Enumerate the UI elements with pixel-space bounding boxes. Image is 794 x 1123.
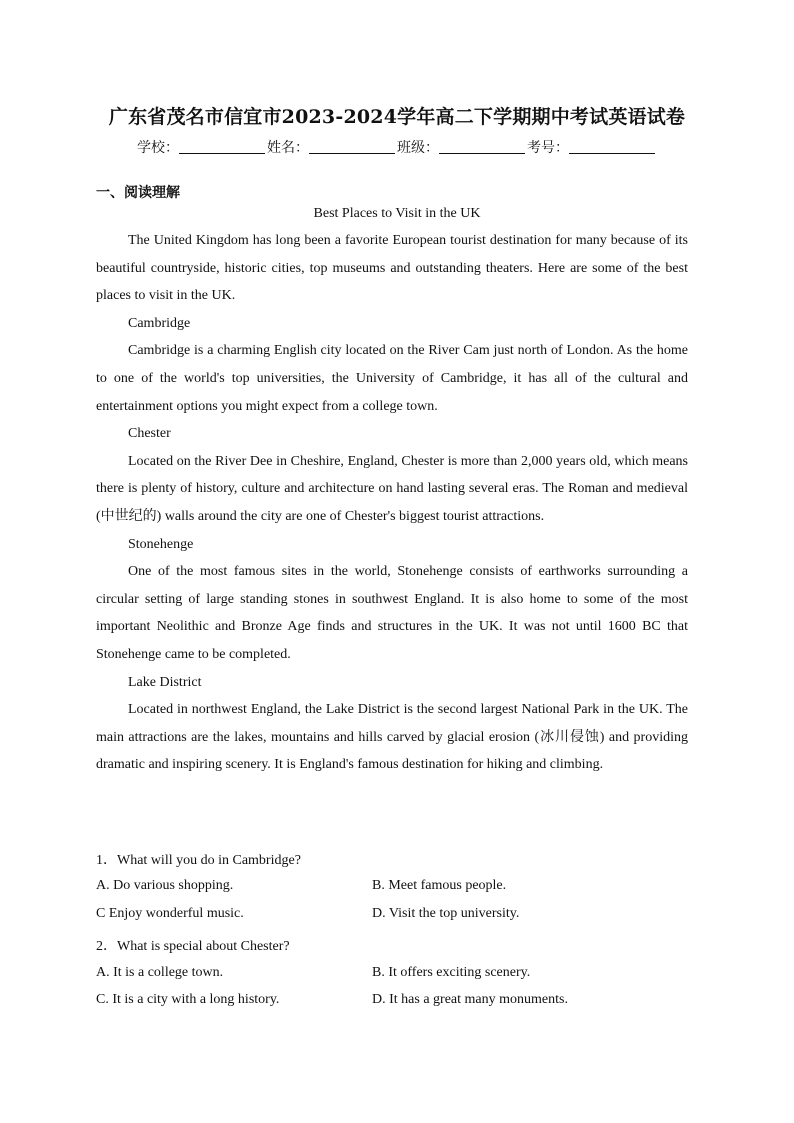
passage-intro: The United Kingdom has long been a favorite European tourist destination for many because of its beautiful countryside, historic cities, top museums and outstanding theaters. Here are some of the best places to visit in the UK.	[96, 233, 688, 304]
subheading-stonehenge: Stonehenge	[128, 536, 194, 552]
exam-title: 广东省茂名市信宜市2023-2024学年高二下学期期中考试英语试卷	[108, 106, 686, 128]
school-blank[interactable]	[179, 139, 265, 154]
name-label: 姓名：	[267, 140, 309, 156]
paragraph-cambridge: Cambridge is a charming English city located on the River Cam just north of London. As the home to one of the world's top universities, the University of Cambridge, it has all of the cultural and entertainment options you might expect from a college town.	[96, 343, 688, 414]
passage-title: Best Places to Visit in the UK	[313, 206, 481, 221]
question-1-option-d[interactable]: D. Visit the top university.	[372, 906, 520, 921]
paragraph-stonehenge: One of the most famous sites in the world, Stonehenge consists of earthworks surrounding a circular setting of large standing stones in southwest England. It is also home to some of the most important Neolithic and Bronze Age finds and structures in the UK. It was not until 1600 BC that Stonehenge came to be completed.	[96, 564, 688, 662]
student-info-line	[0, 137, 794, 157]
passage-body	[96, 227, 688, 779]
class-blank[interactable]	[439, 139, 525, 154]
question-2-option-c[interactable]: C. It is a city with a long history.	[96, 992, 280, 1007]
question-1-option-c[interactable]: C Enjoy wonderful music.	[96, 906, 244, 921]
paragraph-chester: Located on the River Dee in Cheshire, England, Chester is more than 2,000 years old, which means there is plenty of history, culture and architecture on hand lasting several eras. The Roman and medieval (中世纪的) walls around the city are one of Chester's biggest tourist attractions.	[96, 453, 688, 524]
name-blank[interactable]	[309, 139, 395, 154]
question-2-option-b[interactable]: B. It offers exciting scenery.	[372, 965, 531, 980]
question-2-stem: 2．What is special about Chester?	[96, 939, 290, 954]
subheading-chester: Chester	[128, 426, 171, 442]
section-heading: 一、阅读理解	[96, 185, 180, 201]
class-label: 班级：	[397, 140, 439, 156]
question-2-option-a[interactable]: A. It is a college town.	[96, 965, 224, 980]
school-label: 学校：	[137, 140, 179, 156]
question-1-option-b[interactable]: B. Meet famous people.	[372, 878, 507, 893]
paragraph-lake-district: Located in northwest England, the Lake District is the second largest National Park in the UK. The main attractions are the lakes, mountains and hills carved by glacial erosion (冰川侵蚀) and providing dramatic and inspiring scenery. It is England's famous destination for hiking and climbing.	[96, 702, 688, 773]
number-label: 考号：	[527, 140, 569, 156]
question-1-option-a[interactable]: A. Do various shopping.	[96, 878, 234, 893]
number-blank[interactable]	[569, 139, 655, 154]
subheading-cambridge: Cambridge	[128, 315, 191, 331]
question-1-stem: 1．What will you do in Cambridge?	[96, 853, 301, 868]
subheading-lake-district: Lake District	[128, 674, 202, 690]
question-2-option-d[interactable]: D. It has a great many monuments.	[372, 992, 568, 1007]
